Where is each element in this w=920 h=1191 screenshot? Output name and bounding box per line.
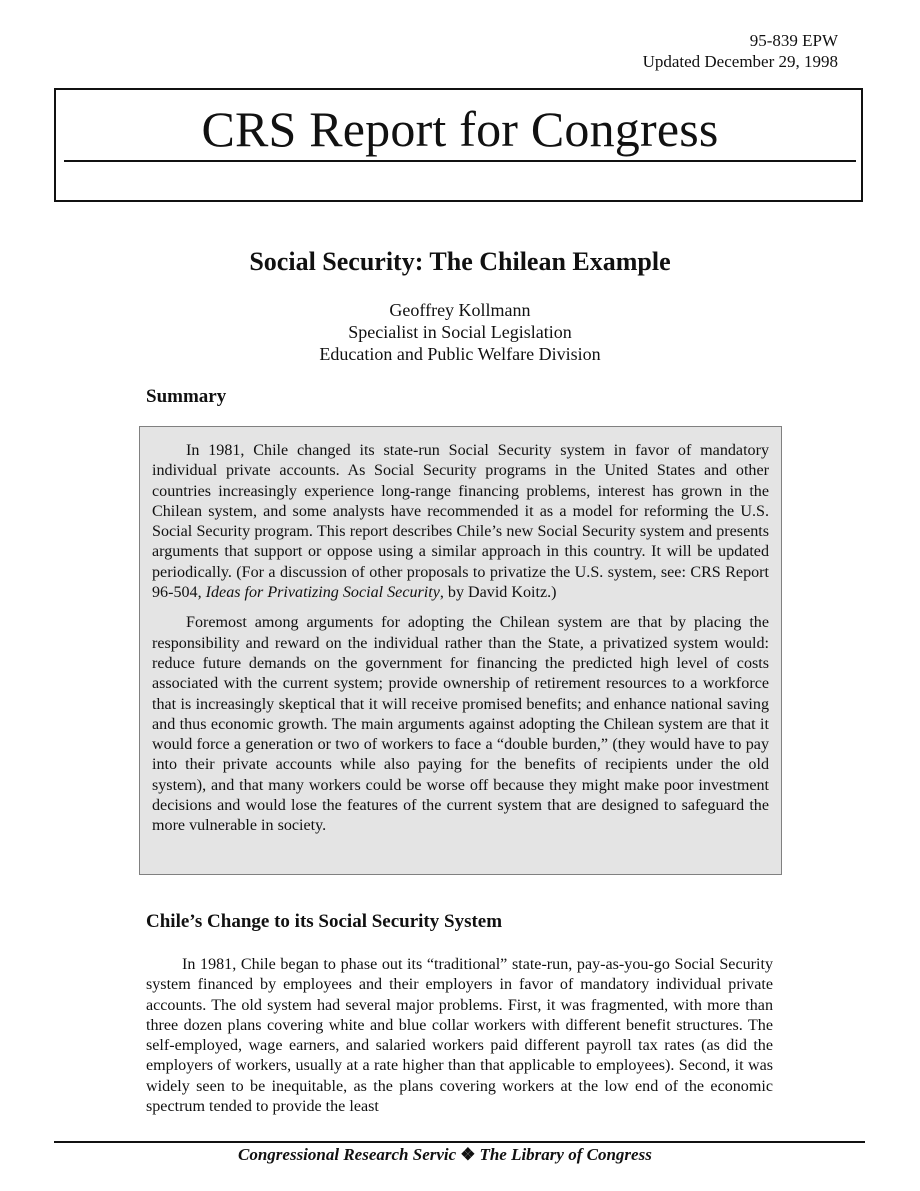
document-title: Social Security: The Chilean Example [249,247,671,276]
footer-separator-icon: ❖ [460,1145,476,1164]
banner-underline [64,160,856,162]
summary-p1-text-end: , by David Koitz.) [439,584,557,602]
banner-title: CRS Report for Congress [201,101,719,157]
section-body [146,955,773,1117]
summary-heading: Summary [146,386,227,407]
report-number: 95-839 EPW [749,31,838,50]
footer-left-end: c [448,1145,457,1164]
summary-box [139,426,782,875]
summary-paragraph-1 [152,441,769,603]
author-name: Geoffrey Kollmann [389,300,531,320]
footer-rule [54,1141,865,1143]
author-title: Specialist in Social Legislation [348,322,572,342]
footer-left: Congressional Research Servi [238,1145,449,1164]
summary-p1-citation-title: Ideas for Privatizing Social Security [205,584,440,602]
updated-date: Updated December 29, 1998 [642,52,838,71]
section-heading: Chile’s Change to its Social Security System [146,911,503,932]
author-block [0,299,920,365]
summary-paragraph-2: Foremost among arguments for adopting the Chilean system are that by placing the responsibility and reward on the individual rather than the State, a privatized system would: reduce future demands on the government for financing the predicted high level of costs associated with the current system; provide ownership of retirement resources to a workforce that is increasingly skeptical that it will receive promised benefits; and enhance national saving and thus economic growth. The main arguments against adopting the Chilean system are that it would force a generation or two of workers to face a “double burden,” (they would have to pay into their private accounts while also paying for the benefits of recipients under the old system), and that many workers could be worse off because they might make poor investment decisions and would lose the features of the current system that are designed to safeguard the more vulnerable in society. [152,614,769,835]
footer [238,1144,652,1166]
report-identifier [643,30,838,72]
section-paragraph-1: In 1981, Chile began to phase out its “traditional” state-run, pay-as-you-go Social Security system financed by employees and their employers in favor of mandatory individual private accounts. The old system had several major problems. First, it was fragmented, with more than three dozen plans covering white and blue collar workers with different benefit structures. The self-employed, wage earners, and salaried workers paid different payroll tax rates (as did the employers of workers, usually at a rate higher than that applicable to employees). Second, it was widely seen to be inequitable, as the plans covering workers at the low end of the economic spectrum tended to provide the least [146,956,773,1116]
footer-right: The Library of Congress [479,1145,652,1164]
summary-p1-text: In 1981, Chile changed its state-run Social Security system in favor of mandatory individual private accounts. As Social Security programs in the United States and other countries increasingly experience long-range financing problems, interest has grown in the Chilean system, and some analysts have recommended it as a model for reforming the U.S. Social Security program. This report describes Chile’s new Social Security system and presents arguments that support or oppose using a similar approach in this country. It will be updated periodically. (For a discussion of other proposals to privatize the U.S. system, see: CRS Report 96-504, [152,442,769,602]
author-division: Education and Public Welfare Division [319,344,601,364]
